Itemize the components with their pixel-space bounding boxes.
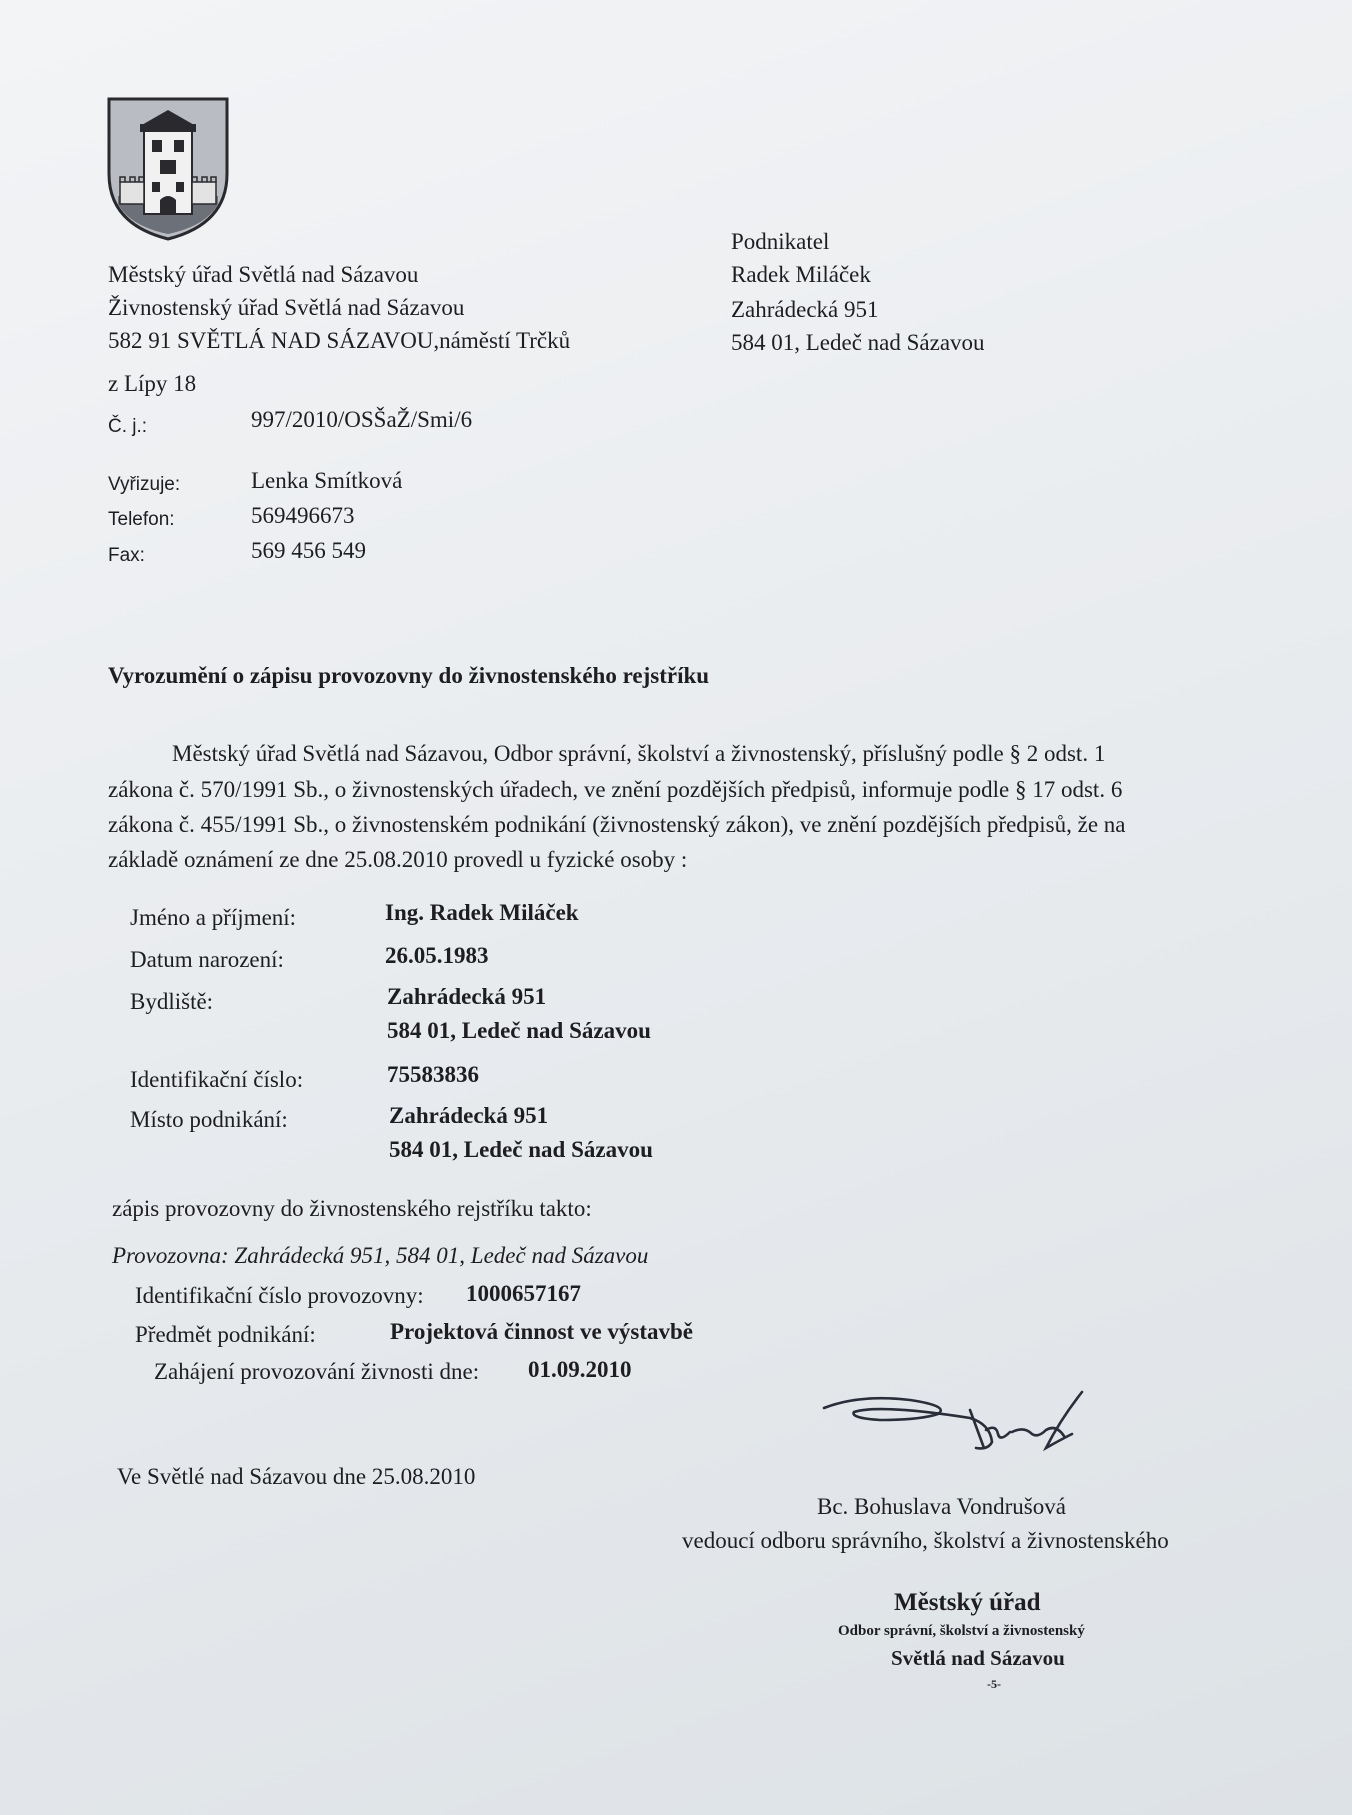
handwritten-signature bbox=[820, 1390, 1105, 1465]
phone-value: 569496673 bbox=[251, 503, 355, 528]
handler-label: Vyřizuje: bbox=[108, 474, 181, 495]
registration-intro: zápis provozovny do živnostenského rejstříku takto: bbox=[112, 1196, 592, 1221]
residence-line1: Zahrádecká 951 bbox=[387, 984, 547, 1009]
stamp-line3: Světlá nad Sázavou bbox=[891, 1646, 1065, 1670]
subject-label: Předmět podnikání: bbox=[135, 1322, 316, 1347]
phone-label: Telefon: bbox=[108, 509, 175, 530]
name-label: Jméno a příjmení: bbox=[130, 905, 297, 930]
paragraph-line: zákona č. 570/1991 Sb., o živnostenských úřadech, ve znění pozdějších předpisů, informuje podle § 17 odst. 6 bbox=[108, 777, 1123, 802]
residence-line2: 584 01, Ledeč nad Sázavou bbox=[387, 1018, 651, 1043]
recipient-line4: 584 01, Ledeč nad Sázavou bbox=[731, 330, 985, 355]
place-line1: Zahrádecká 951 bbox=[389, 1103, 549, 1128]
place-date: Ve Světlé nad Sázavou dne 25.08.2010 bbox=[117, 1464, 476, 1489]
handler-value: Lenka Smítková bbox=[251, 468, 403, 493]
premises-id-value: 1000657167 bbox=[466, 1281, 581, 1306]
place-label: Místo podnikání: bbox=[130, 1107, 288, 1132]
id-value: 75583836 bbox=[387, 1062, 479, 1087]
paragraph-line: základě oznámení ze dne 25.08.2010 provedl u fyzické osoby : bbox=[108, 847, 688, 872]
signatory-title: vedoucí odboru správního, školství a živnostenského bbox=[682, 1528, 1169, 1553]
paragraph-line: zákona č. 455/1991 Sb., o živnostenském podnikání (živnostenský zákon), ve znění pozdějších předpisů, že na bbox=[108, 812, 1126, 837]
sender-address-line2: z Lípy 18 bbox=[108, 371, 197, 396]
cj-label: Č. j.: bbox=[108, 416, 148, 437]
sender-office-line1: Městský úřad Světlá nad Sázavou bbox=[108, 262, 419, 287]
residence-label: Bydliště: bbox=[130, 989, 214, 1014]
stamp-line4: -5- bbox=[987, 1677, 1001, 1691]
place-line2: 584 01, Ledeč nad Sázavou bbox=[389, 1137, 653, 1162]
document-heading: Vyrozumění o zápisu provozovny do živnostenského rejstříku bbox=[108, 663, 710, 688]
stamp-line2: Odbor správní, školství a živnostenský bbox=[838, 1623, 1085, 1639]
birth-label: Datum narození: bbox=[130, 947, 284, 972]
stamp-line1: Městský úřad bbox=[894, 1589, 1041, 1616]
sender-office-line2: Živnostenský úřad Světlá nad Sázavou bbox=[108, 295, 465, 320]
premises-address: Provozovna: Zahrádecká 951, 584 01, Ledeč nad Sázavou bbox=[112, 1243, 649, 1268]
start-value: 01.09.2010 bbox=[528, 1357, 632, 1382]
sender-address-line1: 582 91 SVĚTLÁ NAD SÁZAVOU,náměstí Trčků bbox=[108, 328, 571, 353]
recipient-line1: Podnikatel bbox=[731, 229, 830, 254]
id-label: Identifikační číslo: bbox=[130, 1067, 304, 1092]
recipient-line2: Radek Miláček bbox=[731, 262, 871, 287]
birth-value: 26.05.1983 bbox=[385, 943, 489, 968]
name-value: Ing. Radek Miláček bbox=[385, 900, 579, 925]
signatory-name: Bc. Bohuslava Vondrušová bbox=[817, 1494, 1066, 1519]
cj-value: 997/2010/OSŠaŽ/Smi/6 bbox=[251, 407, 473, 432]
subject-value: Projektová činnost ve výstavbě bbox=[390, 1319, 694, 1344]
fax-label: Fax: bbox=[108, 545, 145, 566]
start-label: Zahájení provozování živnosti dne: bbox=[154, 1359, 480, 1384]
fax-value: 569 456 549 bbox=[251, 538, 366, 563]
coat-of-arms-logo bbox=[106, 96, 230, 242]
paragraph-line: Městský úřad Světlá nad Sázavou, Odbor správní, školství a živnostenský, příslušný podle § 2 odst. 1 bbox=[172, 741, 1106, 766]
recipient-line3: Zahrádecká 951 bbox=[731, 297, 879, 322]
premises-id-label: Identifikační číslo provozovny: bbox=[135, 1283, 424, 1308]
